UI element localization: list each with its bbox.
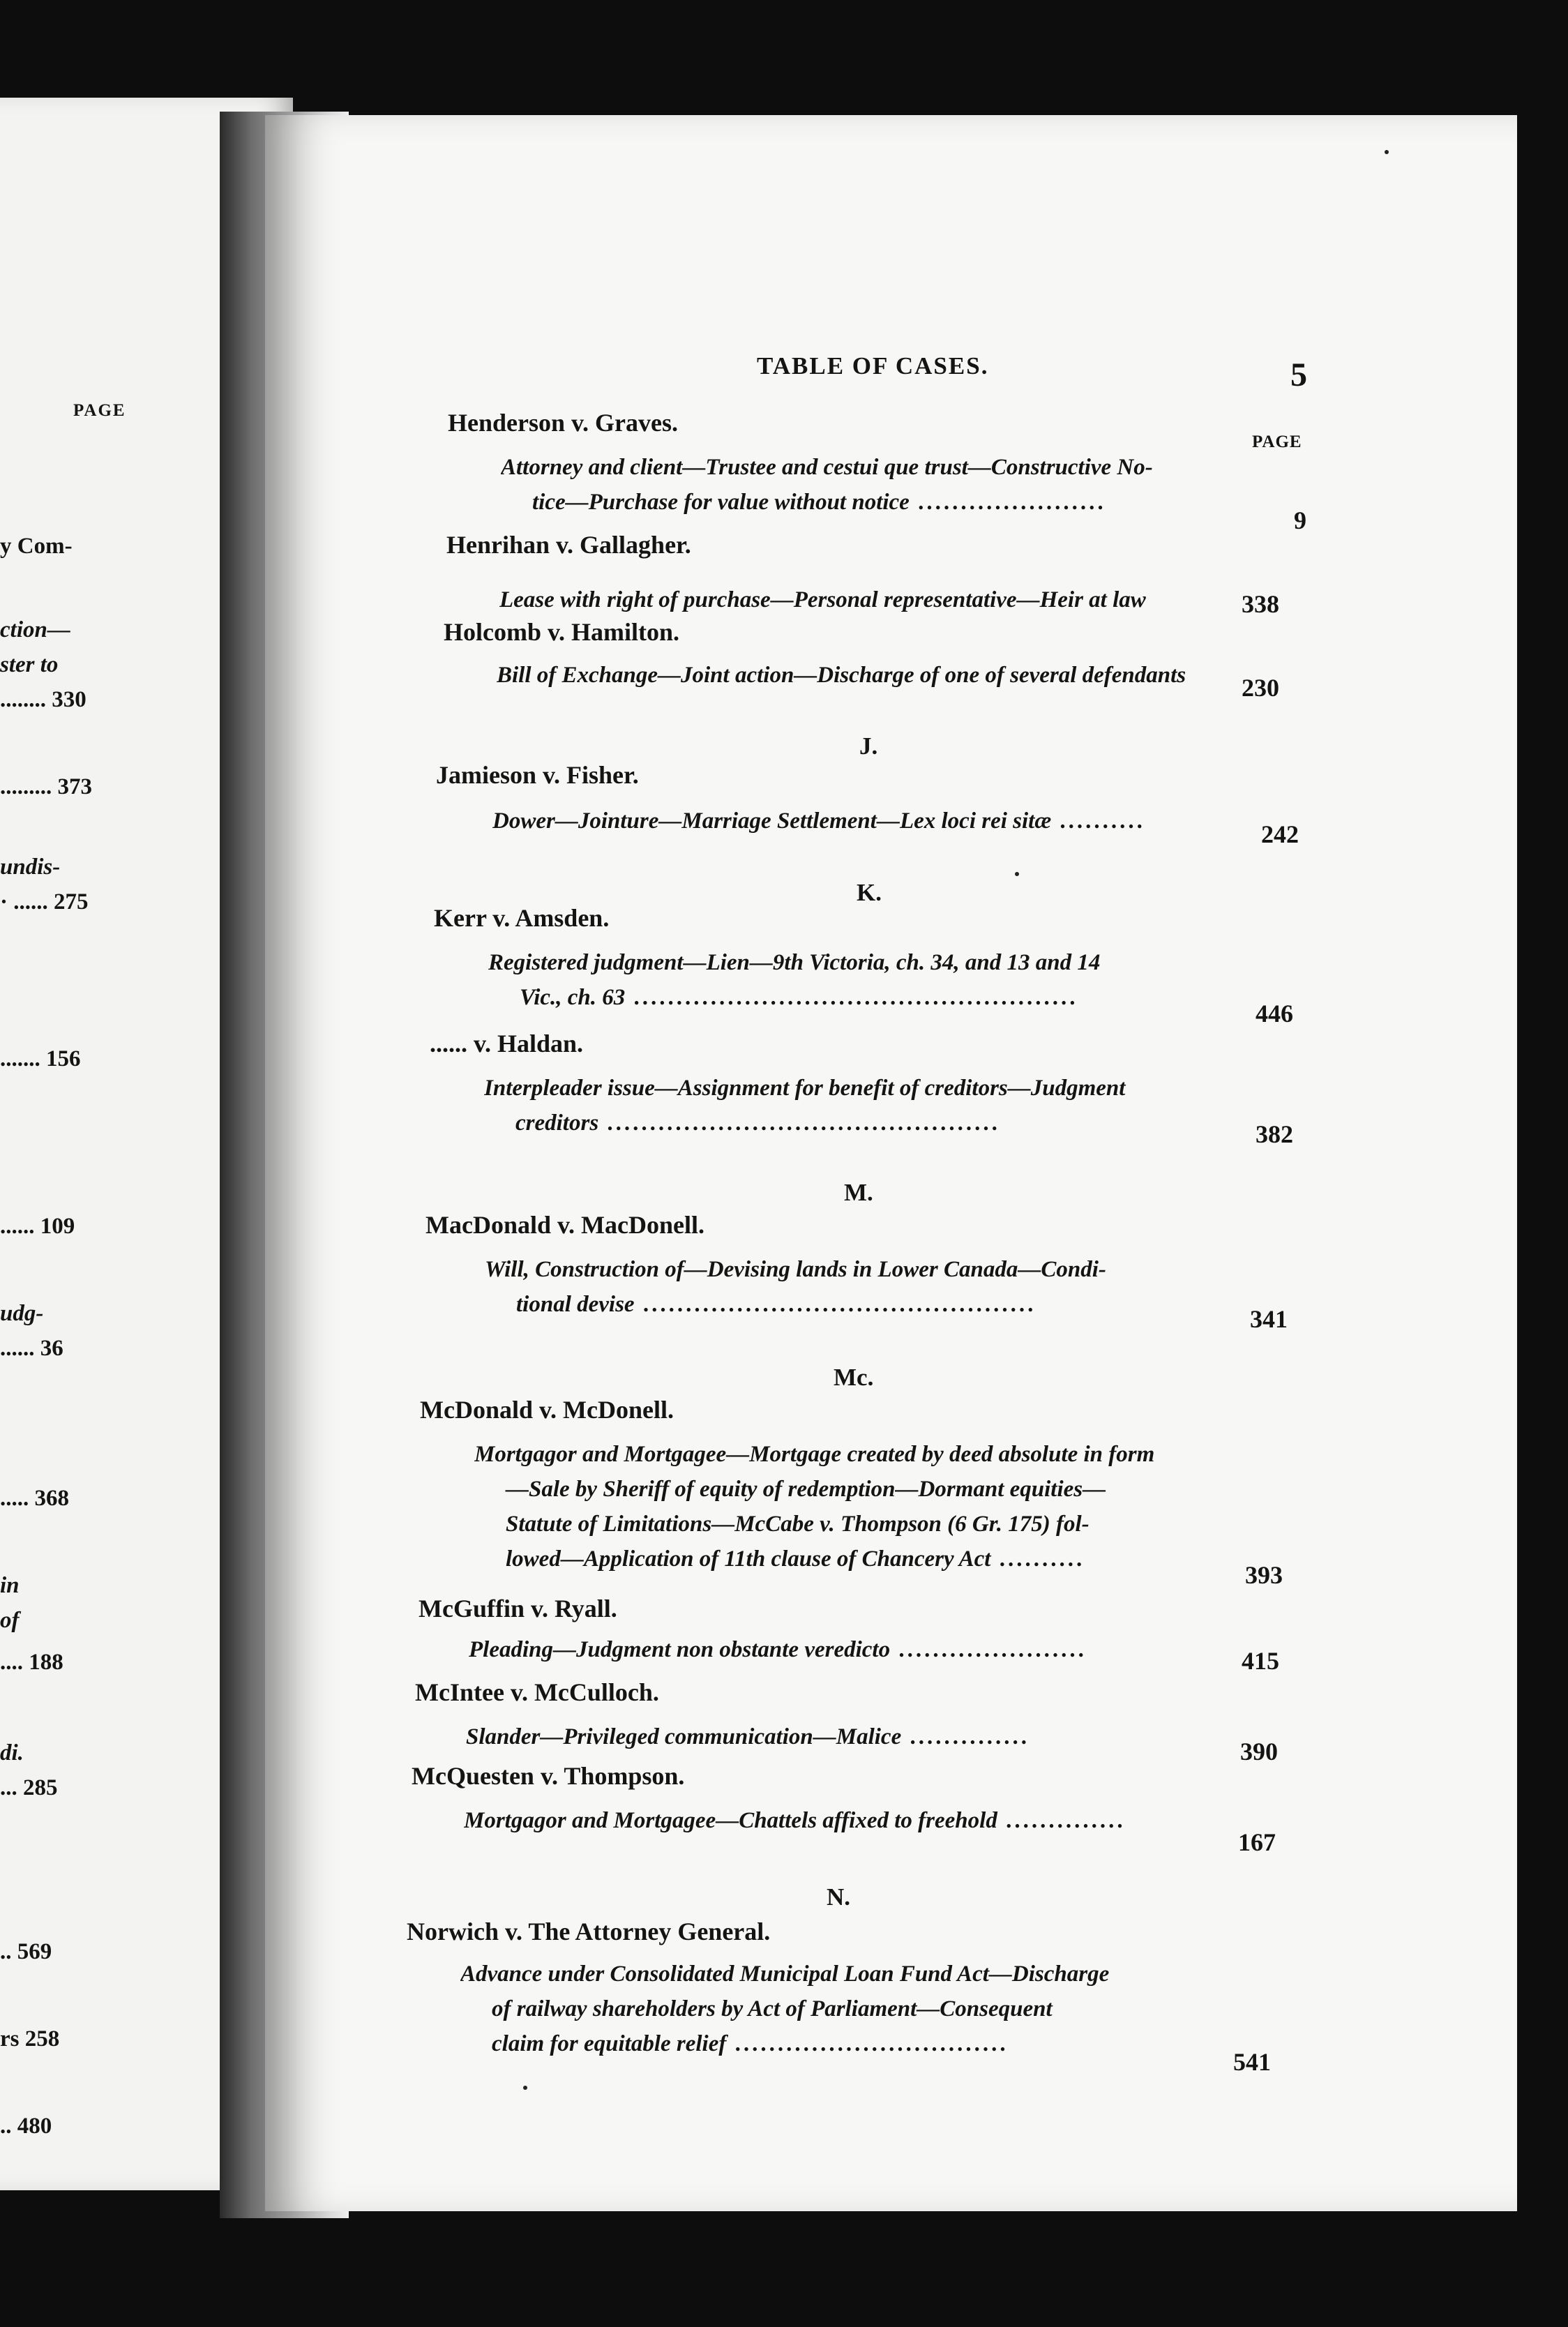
case-page-number: 341 <box>1250 1305 1288 1333</box>
left-page-header: PAGE <box>73 401 126 420</box>
case-page-number: 541 <box>1233 2048 1271 2076</box>
left-page-fragment: ....... 156 <box>0 1046 81 1071</box>
case-title: MacDonald v. MacDonell. <box>425 1211 704 1239</box>
case-description-line: Will, Construction of—Devising lands in Lower Canada—Condi- <box>485 1257 1106 1282</box>
left-page-fragment: udg- <box>0 1301 44 1326</box>
left-page-fragment: ..... 368 <box>0 1486 69 1511</box>
case-page-number: 390 <box>1240 1738 1278 1765</box>
case-description-line: Interpleader issue—Assignment for benefit of creditors—Judgment <box>484 1076 1126 1101</box>
case-description-line: Statute of Limitations—McCabe v. Thompson (6 Gr. 175) fol- <box>506 1512 1090 1537</box>
case-title: Kerr v. Amsden. <box>434 904 610 932</box>
case-title: McDonald v. McDonell. <box>420 1396 674 1424</box>
section-letter: K. <box>857 879 882 906</box>
case-description-line: tional devise .............................................. <box>516 1292 1036 1317</box>
left-page-fragment: undis- <box>0 854 61 880</box>
left-page-fragment: ...... 36 <box>0 1336 63 1361</box>
case-description-line: —Sale by Sheriff of equity of redemption—Dormant equities— <box>506 1477 1106 1502</box>
case-description-line: Dower—Jointure—Marriage Settlement—Lex loci rei sitæ .......... <box>492 808 1145 834</box>
section-letter: J. <box>859 732 878 760</box>
case-description <box>485 1252 1280 1322</box>
section-letter: Mc. <box>834 1364 874 1391</box>
case-description <box>492 804 1288 838</box>
case-description-line: Advance under Consolidated Municipal Loan Fund Act—Discharge <box>460 1961 1110 1987</box>
case-page-number: 382 <box>1256 1120 1293 1148</box>
page-column-label: PAGE <box>1252 432 1302 451</box>
case-description <box>464 1803 1259 1838</box>
left-page-fragment: of <box>0 1608 20 1633</box>
left-page-fragment: · ...... 275 <box>0 889 89 914</box>
left-page-fragment: ction— <box>0 617 70 642</box>
case-description-line: Slander—Privileged communication—Malice .............. <box>466 1724 1030 1749</box>
case-description-line: lowed—Application of 11th clause of Chancery Act .......... <box>506 1546 1085 1572</box>
case-description-line: tice—Purchase for value without notice ...................... <box>532 490 1106 515</box>
dot-leader: .............................................. <box>634 1292 1036 1317</box>
dot-leader: .............. <box>997 1808 1126 1833</box>
case-page-number: 338 <box>1242 590 1279 618</box>
left-page-fragment: in <box>0 1573 20 1598</box>
left-page-fragment: ster to <box>0 652 59 677</box>
case-title: McGuffin v. Ryall. <box>419 1595 617 1622</box>
case-title: McIntee v. McCulloch. <box>415 1678 659 1706</box>
case-description-line: Registered judgment—Lien—9th Victoria, ch. 34, and 13 and 14 <box>488 950 1101 975</box>
left-page-fragment: .. 569 <box>0 1939 52 1964</box>
left-page-fragment: ........ 330 <box>0 687 86 712</box>
case-description-line: claim for equitable relief ................................ <box>492 2031 1009 2056</box>
case-description <box>469 1632 1264 1667</box>
left-page-fragment: .. 480 <box>0 2114 52 2139</box>
case-description <box>460 1957 1256 2061</box>
case-page-number: 242 <box>1261 820 1299 848</box>
case-title: Jamieson v. Fisher. <box>436 761 639 789</box>
case-title: Norwich v. The Attorney General. <box>407 1918 771 1945</box>
section-letter: N. <box>827 1883 851 1911</box>
dot-leader: .............. <box>901 1724 1030 1749</box>
case-description <box>466 1719 1261 1754</box>
page-speck <box>1015 872 1019 876</box>
case-page-number: 415 <box>1242 1647 1279 1675</box>
case-description-line: Bill of Exchange—Joint action—Discharge of one of several defendants <box>497 663 1186 688</box>
dot-leader: .................................................... <box>625 985 1078 1010</box>
dot-leader: .......... <box>1051 808 1145 834</box>
case-title: Henrihan v. Gallagher. <box>446 531 691 559</box>
case-description <box>497 658 1292 693</box>
case-title: Henderson v. Graves. <box>448 409 678 437</box>
running-head: TABLE OF CASES. <box>757 352 989 379</box>
dot-leader: .......... <box>990 1546 1085 1572</box>
left-page-fragment: .... 188 <box>0 1650 63 1675</box>
left-page-fragment: ......... 373 <box>0 774 92 799</box>
page-speck <box>523 2086 527 2090</box>
left-page-fragment: rs 258 <box>0 2026 60 2051</box>
left-page-fragment: di. <box>0 1740 24 1765</box>
case-description-line: Mortgagor and Mortgagee—Chattels affixed to freehold .............. <box>464 1808 1126 1833</box>
case-title: ...... v. Haldan. <box>430 1030 584 1057</box>
case-description <box>488 945 1283 1015</box>
case-title: Holcomb v. Hamilton. <box>444 618 680 646</box>
section-letter: M. <box>844 1179 873 1206</box>
case-description-line: Pleading—Judgment non obstante veredicto ...................... <box>469 1637 1087 1662</box>
case-title: McQuesten v. Thompson. <box>412 1762 685 1790</box>
left-page-fragment: ... 285 <box>0 1775 58 1800</box>
left-page-fragment: y Com- <box>0 534 73 559</box>
case-description <box>501 450 1296 520</box>
case-description-line: of railway shareholders by Act of Parliament—Consequent <box>492 1996 1053 2021</box>
case-description <box>474 1437 1269 1576</box>
case-description <box>484 1071 1279 1140</box>
case-description-line: Vic., ch. 63 .................................................... <box>520 985 1078 1010</box>
case-description-line: Attorney and client—Trustee and cestui que trust—Constructive No- <box>501 455 1153 480</box>
dot-leader: ................................ <box>726 2031 1009 2056</box>
case-description <box>499 582 1295 617</box>
left-page-fragment: ...... 109 <box>0 1214 75 1239</box>
dot-leader: ...................... <box>890 1637 1087 1662</box>
page-speck <box>1385 150 1389 154</box>
case-description-line: Lease with right of purchase—Personal representative—Heir at law <box>499 587 1146 612</box>
dot-leader: ...................... <box>909 490 1106 515</box>
case-description-line: creditors .............................................. <box>515 1110 1000 1136</box>
case-page-number: 446 <box>1256 1000 1293 1027</box>
page-number: 5 <box>1290 356 1307 393</box>
case-page-number: 167 <box>1238 1828 1276 1856</box>
case-description-line: Mortgagor and Mortgagee—Mortgage created by deed absolute in form <box>474 1442 1155 1467</box>
case-page-number: 393 <box>1245 1561 1283 1589</box>
case-page-number: 230 <box>1242 674 1279 702</box>
case-page-number: 9 <box>1294 506 1306 534</box>
dot-leader: .............................................. <box>598 1110 1000 1136</box>
